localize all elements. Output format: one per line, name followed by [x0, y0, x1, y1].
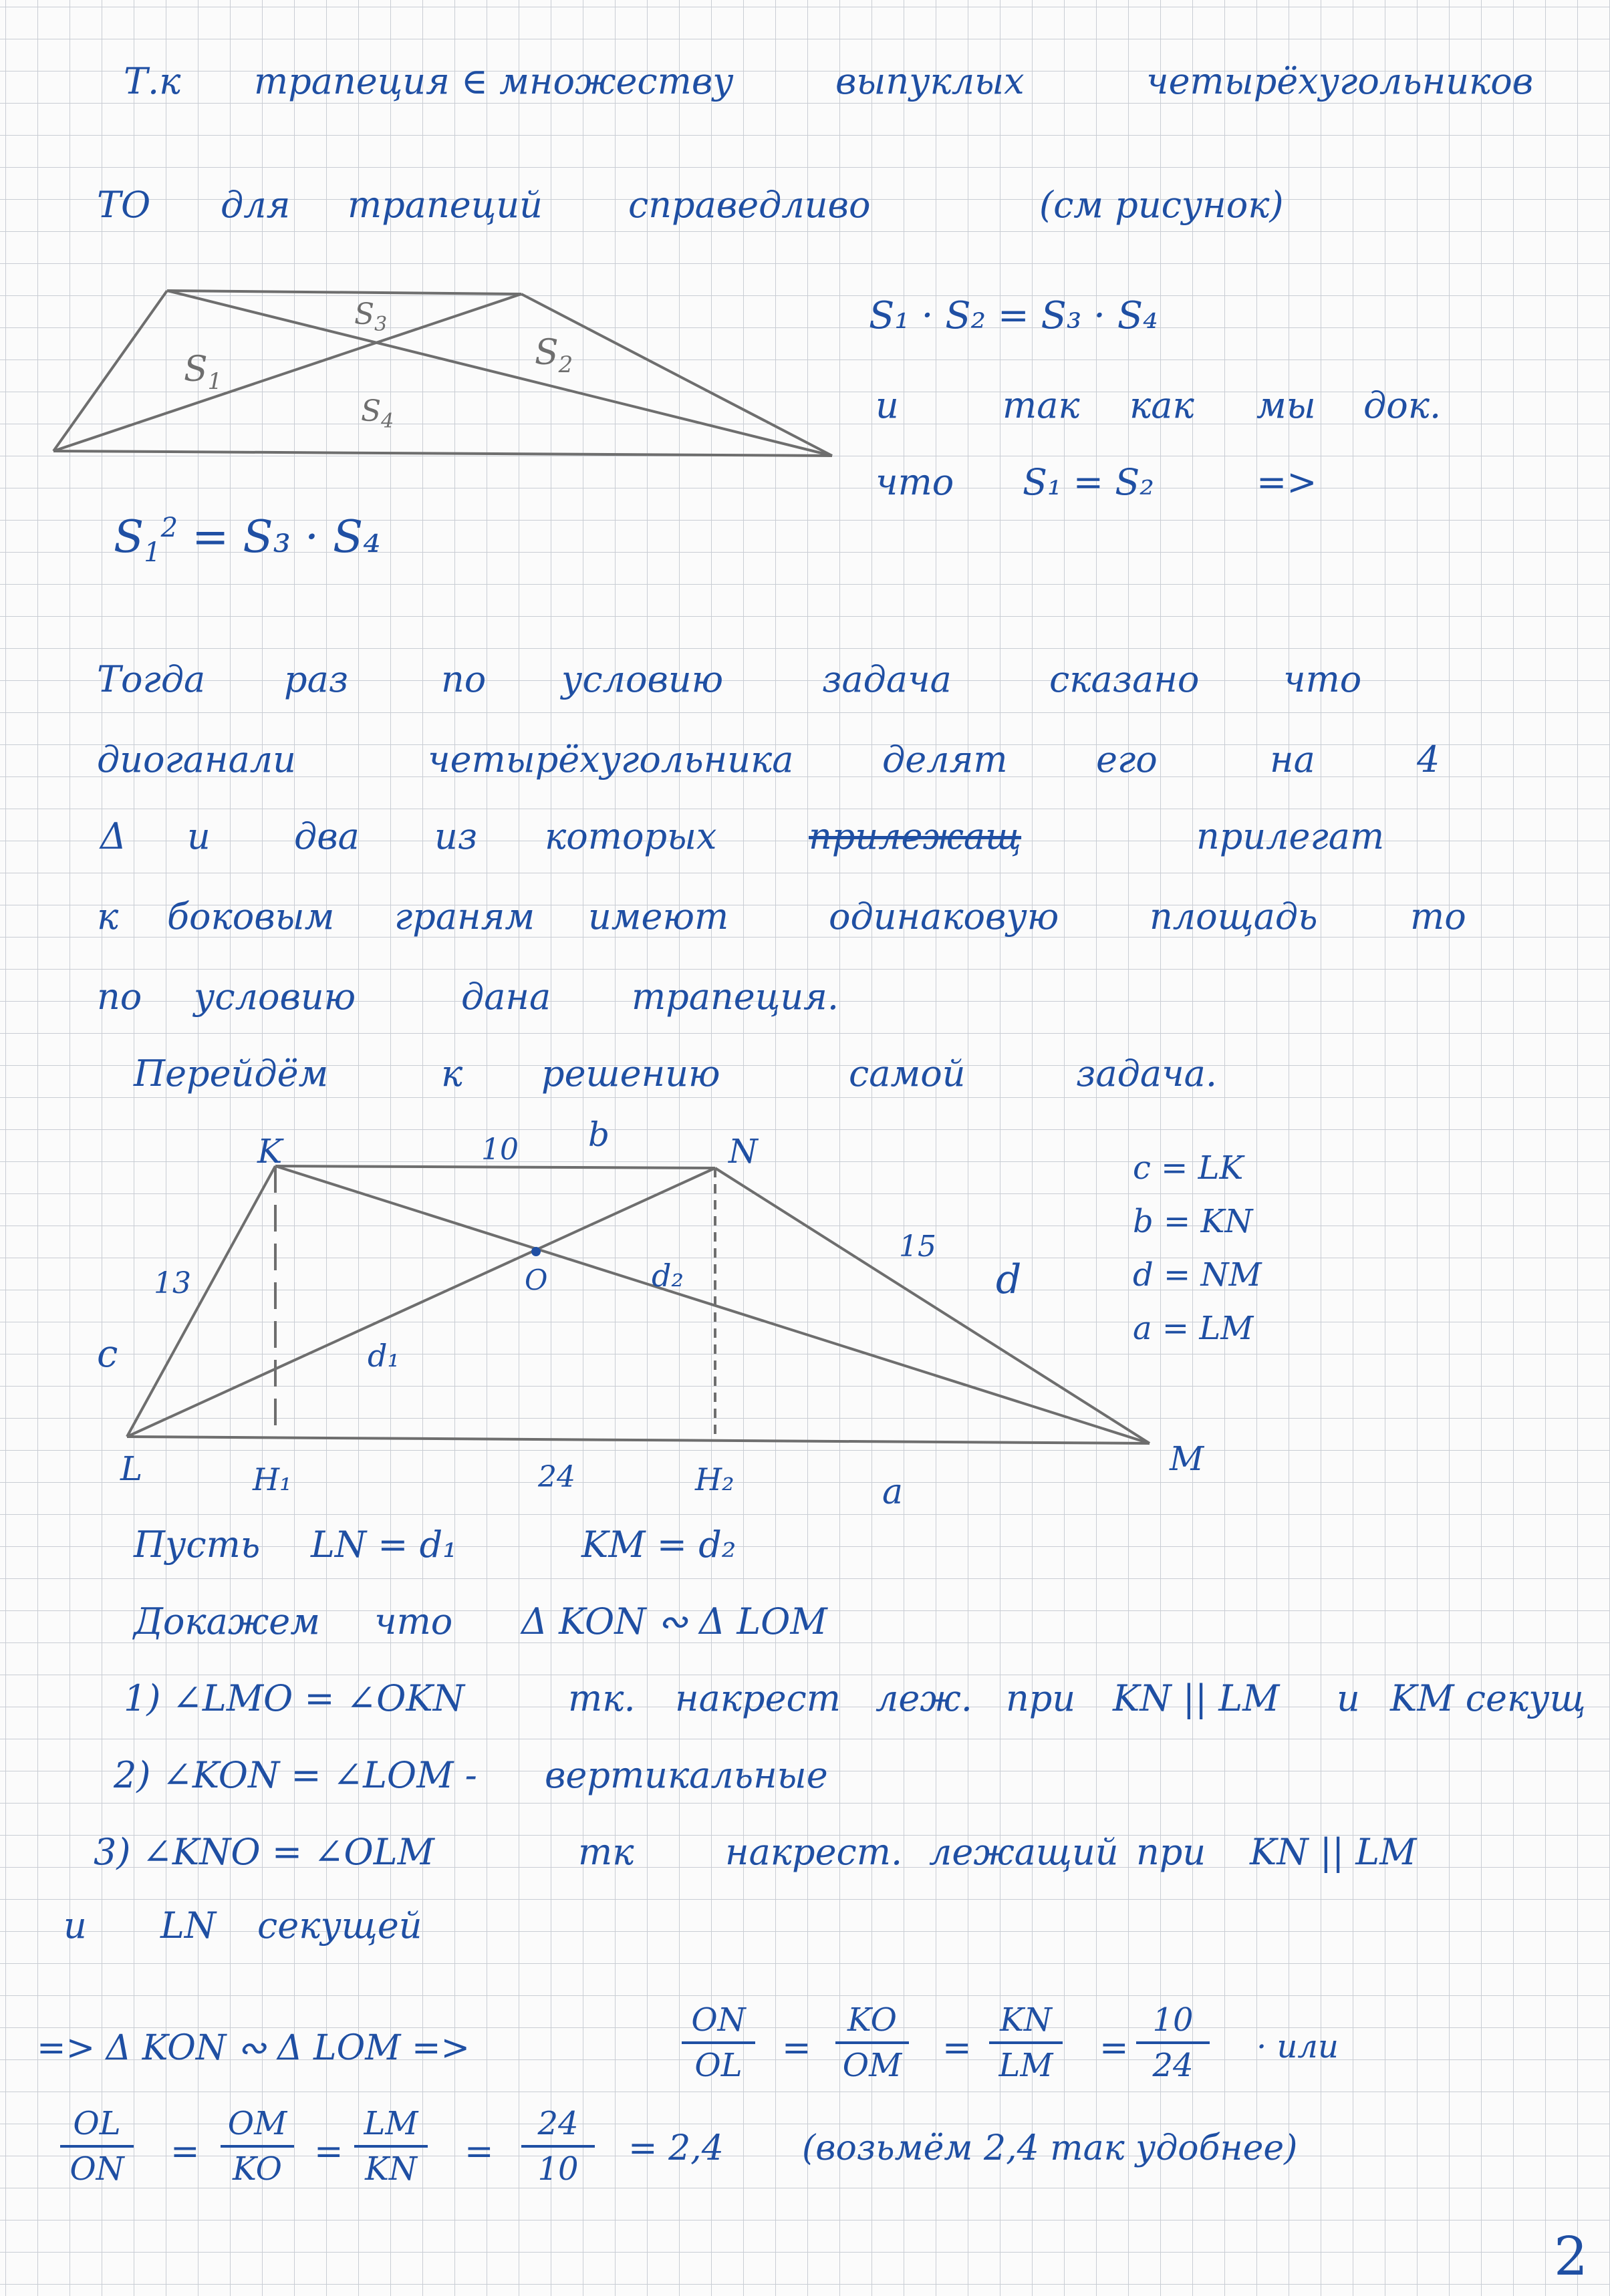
word: Δ KON ∾ Δ LOM [521, 1600, 827, 1642]
word: Перейдём [134, 1052, 329, 1095]
word: раз [284, 658, 349, 700]
word: выпуклых [835, 60, 1025, 102]
fraction-on-ol: $\frac{ON}{OL}$ [682, 2001, 755, 2084]
fraction-ko-om: $\frac{KO}{OM}$ [835, 2001, 909, 2084]
word: => [1256, 461, 1317, 503]
word: и [187, 815, 211, 857]
page-number: 2 [1554, 2225, 1588, 2287]
word: то [1410, 895, 1466, 938]
word: при [1006, 1677, 1076, 1719]
word: что [876, 461, 954, 503]
s1-squared-formula: $S_1^2 = S_3 \cdot S_4$ [114, 511, 381, 569]
word: LN = d₁ [311, 1524, 457, 1566]
eq: = [1099, 2028, 1129, 2068]
word: 3) ∠KNO = ∠OLM [94, 1831, 434, 1873]
word: Тогда [97, 658, 206, 700]
similarity-conclusion: => Δ KON ∾ Δ LOM => [37, 2028, 471, 2068]
eq: = [464, 2132, 494, 2172]
fraction-kn-lm: $\frac{KN}{LM}$ [989, 2001, 1063, 2084]
word: на [1270, 738, 1315, 780]
step-3b [0, 1904, 1610, 1958]
word: и [876, 384, 899, 426]
let-line [0, 1524, 1610, 1577]
word: как [1129, 384, 1194, 426]
word: KN || LM [1113, 1677, 1280, 1719]
word: Пусть [134, 1524, 261, 1566]
word: по [441, 658, 487, 700]
step-3 [0, 1831, 1610, 1884]
fraction-24-10: $\frac{24}{10}$ [521, 2105, 595, 2188]
word: справедливо [628, 184, 871, 226]
word: тк [578, 1831, 634, 1873]
word: из [434, 815, 478, 857]
word: LN [160, 1904, 217, 1947]
word: тк. [568, 1677, 636, 1719]
word: четырёхугольников [1146, 60, 1534, 102]
fraction-10-24: $\frac{10}{24}$ [1136, 2001, 1210, 2084]
bottom-var-label: a [882, 1472, 904, 1512]
eq: = [782, 2028, 811, 2068]
side-line-3 [0, 461, 1610, 515]
word: диоганали [97, 738, 296, 780]
step-2 [0, 1754, 1610, 1808]
s4-label: $S_4$ [361, 394, 394, 433]
word: трапеций [348, 184, 543, 226]
word: 4 [1417, 738, 1440, 780]
word: по [97, 976, 142, 1018]
vertex-l: L [120, 1449, 143, 1488]
eq: = [170, 2132, 200, 2172]
diagonal-d2-label: d₂ [652, 1258, 684, 1294]
side-line-2 [0, 384, 1610, 438]
word: так [1002, 384, 1080, 426]
word: площадь [1150, 895, 1318, 938]
diagonal-d1-label: d₁ [368, 1338, 400, 1374]
word: которых [545, 815, 717, 857]
ratio-note: (возьмём 2,4 так удобнее) [802, 2128, 1298, 2168]
para-line-2 [0, 738, 1610, 792]
eq: = [942, 2028, 972, 2068]
top-length-label: 10 [481, 1133, 519, 1167]
intro-line-1 [0, 60, 1610, 114]
word: что [374, 1600, 453, 1642]
word: боковым [167, 895, 335, 938]
para-line-3 [0, 815, 1610, 869]
fraction-om-ko: $\frac{OM}{KO}$ [221, 2105, 294, 2188]
word: сказано [1049, 658, 1200, 700]
word: условию [561, 658, 724, 700]
legend-a: a = LM [1133, 1310, 1254, 1347]
para-line-1 [0, 658, 1610, 712]
word: трапеция ∈ множеству [254, 60, 734, 102]
word: секущей [257, 1904, 422, 1947]
foot-h2: H₂ [695, 1461, 734, 1497]
para-line-4 [0, 895, 1610, 949]
legend-b: b = KN [1133, 1203, 1253, 1240]
right-length-label: 15 [899, 1230, 936, 1264]
word: вертикальные [545, 1754, 828, 1796]
ratio-result: = 2,4 [628, 2128, 724, 2168]
s1-label: $S_1$ [184, 349, 223, 395]
right-var-label: d [996, 1256, 1022, 1303]
word: накрест. [725, 1831, 903, 1873]
word: четырёхугольника [428, 738, 794, 780]
word: док. [1363, 384, 1442, 426]
word: и [1337, 1677, 1360, 1719]
eq: = [314, 2132, 344, 2172]
legend-d: d = NM [1133, 1256, 1262, 1294]
word: задача [822, 658, 952, 700]
word: граням [394, 895, 535, 938]
word: для [221, 184, 291, 226]
word: трапеция. [632, 976, 839, 1018]
word: одинаковую [829, 895, 1059, 938]
left-length-label: 13 [154, 1266, 191, 1300]
word: прилегат [1196, 815, 1385, 857]
bottom-length-label: 24 [538, 1460, 575, 1494]
struck-word: прилежащ [809, 815, 1022, 857]
word: два [294, 815, 360, 857]
s3-label: $S_3$ [354, 297, 388, 336]
word: задача. [1076, 1052, 1218, 1095]
word: 1) ∠LMO = ∠OKN [124, 1677, 464, 1719]
word: Т.к [124, 60, 181, 102]
step-1 [0, 1677, 1610, 1731]
word: KM секущ [1390, 1677, 1586, 1719]
word: ТО [97, 184, 151, 226]
word: и [63, 1904, 87, 1947]
word: условию [194, 976, 356, 1018]
word: к [441, 1052, 463, 1095]
vertex-m: M [1170, 1439, 1204, 1478]
word: накрест [675, 1677, 841, 1719]
word: лежащий [929, 1831, 1119, 1873]
or-word: · или [1256, 2028, 1339, 2065]
word: 2) ∠KON = ∠LOM - [114, 1754, 477, 1796]
foot-h1: H₁ [253, 1461, 292, 1497]
top-var-label: b [588, 1115, 610, 1154]
para-line-5 [0, 976, 1610, 1029]
fraction-ol-on: $\frac{OL}{ON}$ [60, 2105, 134, 2188]
word: KM = d₂ [581, 1524, 736, 1566]
word: решению [541, 1052, 720, 1095]
word: делят [882, 738, 1008, 780]
word: S₁ = S₂ [1023, 461, 1154, 503]
fraction-lm-kn: $\frac{LM}{KN}$ [354, 2105, 428, 2188]
vertex-n: N [728, 1132, 758, 1171]
word: имеют [588, 895, 729, 938]
word: его [1096, 738, 1158, 780]
intro-line-2 [0, 184, 1610, 237]
word: мы [1256, 384, 1316, 426]
para-line-6 [0, 1052, 1610, 1106]
vertex-k: K [257, 1132, 283, 1171]
word: к [97, 895, 119, 938]
word: KN || LM [1250, 1831, 1417, 1873]
word: при [1136, 1831, 1206, 1873]
vertex-o: O [525, 1264, 548, 1296]
word: Докажем [134, 1600, 320, 1642]
word: леж. [876, 1677, 972, 1719]
claim-line [0, 1600, 1610, 1654]
left-var-label: c [97, 1332, 118, 1376]
word: (см рисунок) [1039, 184, 1284, 226]
word: самой [849, 1052, 966, 1095]
word: Δ [100, 815, 126, 857]
area-product-formula: S₁ · S₂ = S₃ · S₄ [869, 294, 1158, 337]
word: что [1283, 658, 1362, 700]
s2-label: $S_2$ [535, 333, 573, 378]
word: дана [461, 976, 551, 1018]
legend-c: c = LK [1133, 1149, 1244, 1187]
